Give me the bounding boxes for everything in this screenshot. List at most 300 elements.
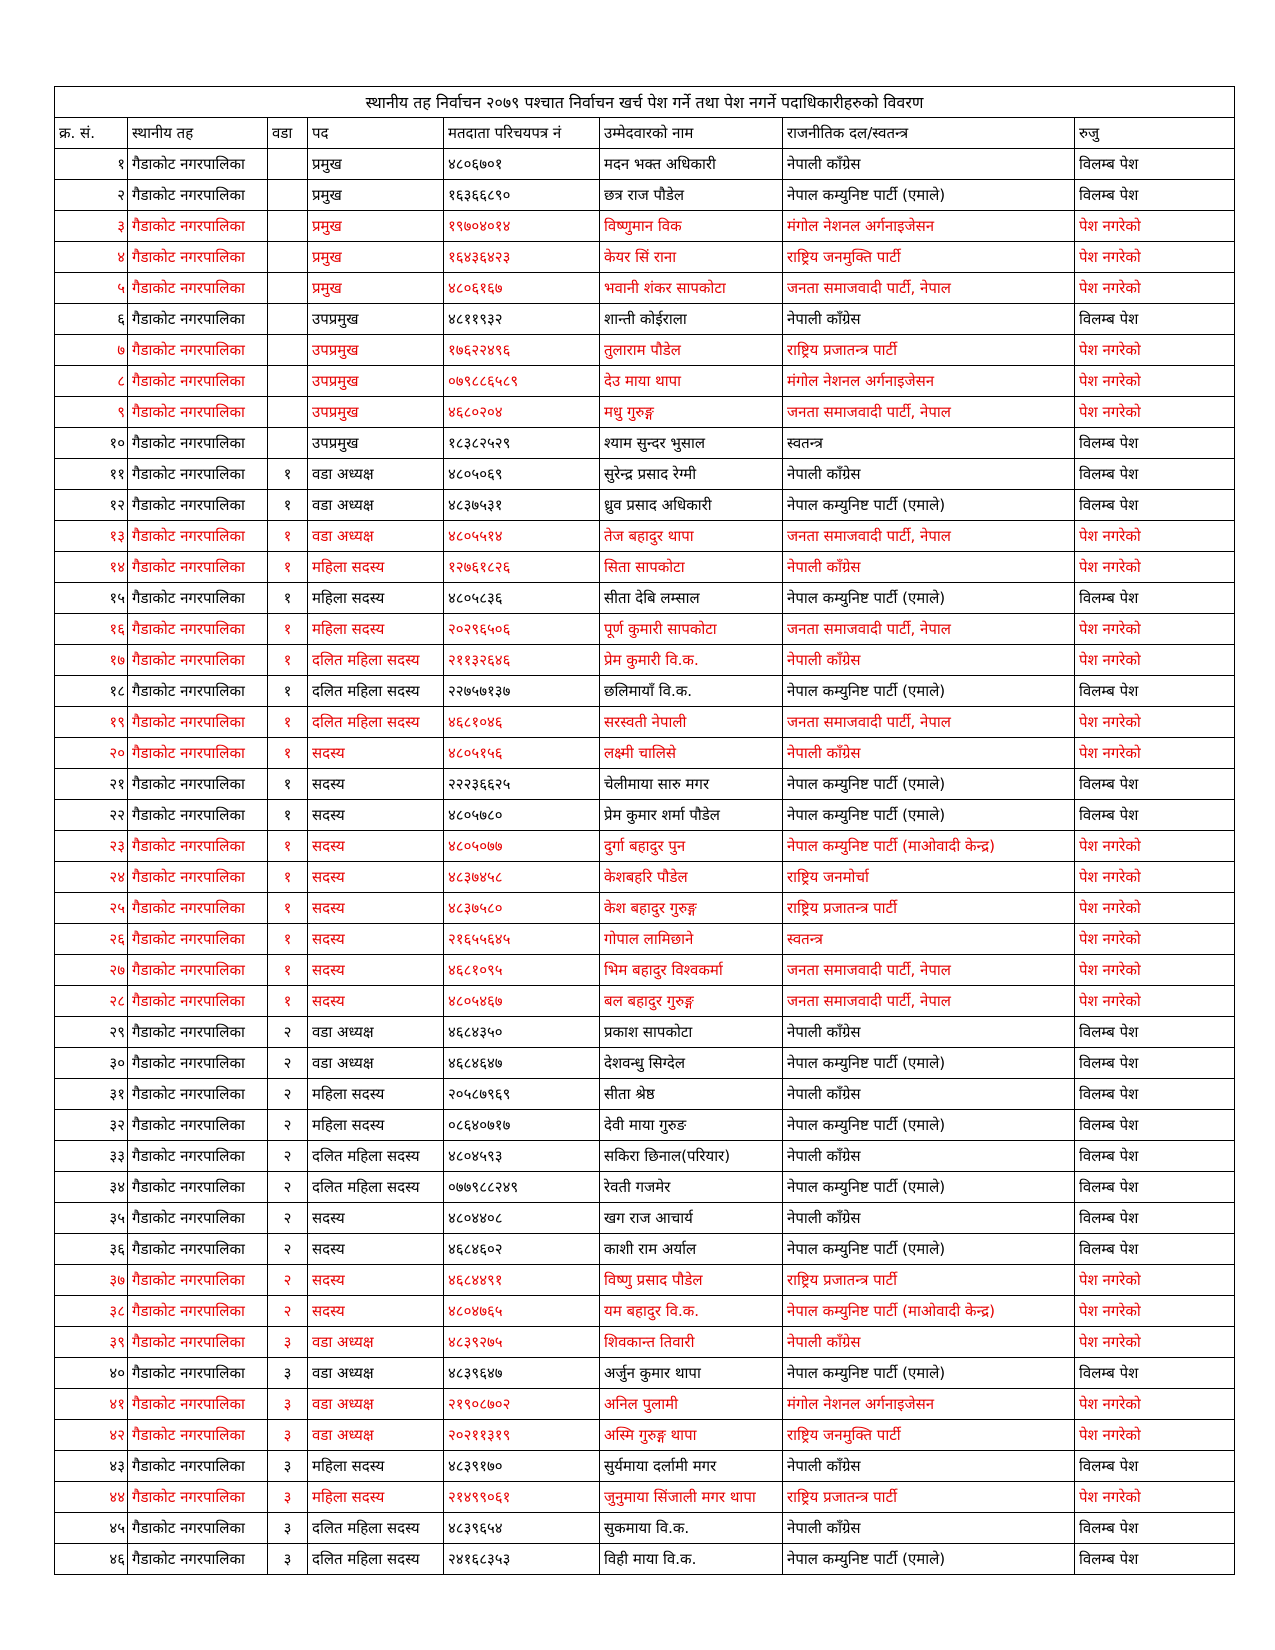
party-cell: राष्ट्रिय प्रजातन्त्र पार्टी [783, 335, 1075, 366]
candidate-name-cell: भिम बहादुर विश्वकर्मा [600, 955, 783, 986]
serial-cell: ३१ [55, 1079, 128, 1110]
local-level-cell: गैडाकोट नगरपालिका [128, 1327, 268, 1358]
post-cell: सदस्य [308, 800, 444, 831]
party-cell: जनता समाजवादी पार्टी, नेपाल [783, 614, 1075, 645]
status-cell: विलम्ब पेश [1075, 1544, 1235, 1575]
post-cell: दलित महिला सदस्य [308, 1513, 444, 1544]
status-cell: पेश नगरेको [1075, 1482, 1235, 1513]
header-post: पद [308, 118, 444, 149]
serial-cell: ४४ [55, 1482, 128, 1513]
party-cell: नेपाली काँग्रेस [783, 1451, 1075, 1482]
status-cell: पेश नगरेको [1075, 1420, 1235, 1451]
status-cell: विलम्ब पेश [1075, 180, 1235, 211]
ward-cell: १ [268, 707, 308, 738]
candidate-name-cell: विही माया वि.क. [600, 1544, 783, 1575]
ward-cell: १ [268, 583, 308, 614]
voter-id-cell: ४८३७४५८ [444, 862, 600, 893]
party-cell: जनता समाजवादी पार्टी, नेपाल [783, 955, 1075, 986]
local-level-cell: गैडाकोट नगरपालिका [128, 614, 268, 645]
table-row [55, 676, 1235, 707]
expense-report-table [54, 86, 1235, 1575]
ward-cell: ३ [268, 1327, 308, 1358]
post-cell: वडा अध्यक्ष [308, 1420, 444, 1451]
post-cell: प्रमुख [308, 211, 444, 242]
voter-id-cell: ०८६४०७१७ [444, 1110, 600, 1141]
table-row [55, 1451, 1235, 1482]
post-cell: प्रमुख [308, 273, 444, 304]
status-cell: पेश नगरेको [1075, 924, 1235, 955]
ward-cell: १ [268, 831, 308, 862]
voter-id-cell: २१६५५६४५ [444, 924, 600, 955]
table-row [55, 707, 1235, 738]
candidate-name-cell: काशी राम अर्याल [600, 1234, 783, 1265]
serial-cell: ३० [55, 1048, 128, 1079]
candidate-name-cell: तेज बहादुर थापा [600, 521, 783, 552]
candidate-name-cell: सीता देबि लम्साल [600, 583, 783, 614]
voter-id-cell: ४६८४६४७ [444, 1048, 600, 1079]
voter-id-cell: ४६८४३५० [444, 1017, 600, 1048]
candidate-name-cell: सुकमाया वि.क. [600, 1513, 783, 1544]
party-cell: जनता समाजवादी पार्टी, नेपाल [783, 273, 1075, 304]
local-level-cell: गैडाकोट नगरपालिका [128, 459, 268, 490]
post-cell: उपप्रमुख [308, 397, 444, 428]
serial-cell: ३६ [55, 1234, 128, 1265]
local-level-cell: गैडाकोट नगरपालिका [128, 707, 268, 738]
voter-id-cell: १७६२२४९६ [444, 335, 600, 366]
local-level-cell: गैडाकोट नगरपालिका [128, 397, 268, 428]
table-row [55, 1327, 1235, 1358]
party-cell: नेपाली काँग्रेस [783, 1513, 1075, 1544]
party-cell: नेपाली काँग्रेस [783, 304, 1075, 335]
candidate-name-cell: विष्णु प्रसाद पौडेल [600, 1265, 783, 1296]
serial-cell: २१ [55, 769, 128, 800]
voter-id-cell: १८३८२५२९ [444, 428, 600, 459]
candidate-name-cell: केश बहादुर गुरुङ्ग [600, 893, 783, 924]
voter-id-cell: २२२३६६२५ [444, 769, 600, 800]
post-cell: प्रमुख [308, 242, 444, 273]
status-cell: विलम्ब पेश [1075, 1172, 1235, 1203]
table-row [55, 769, 1235, 800]
serial-cell: ४१ [55, 1389, 128, 1420]
candidate-name-cell: शान्ती कोईराला [600, 304, 783, 335]
local-level-cell: गैडाकोट नगरपालिका [128, 1544, 268, 1575]
table-row [55, 1358, 1235, 1389]
serial-cell: २ [55, 180, 128, 211]
local-level-cell: गैडाकोट नगरपालिका [128, 1203, 268, 1234]
post-cell: उपप्रमुख [308, 335, 444, 366]
table-row [55, 149, 1235, 180]
status-cell: पेश नगरेको [1075, 1265, 1235, 1296]
table-row [55, 397, 1235, 428]
party-cell: राष्ट्रिय जनमुक्ति पार्टी [783, 1420, 1075, 1451]
party-cell: नेपाली काँग्रेस [783, 149, 1075, 180]
status-cell: पेश नगरेको [1075, 707, 1235, 738]
post-cell: महिला सदस्य [308, 552, 444, 583]
table-row [55, 1544, 1235, 1575]
header-voter-id: मतदाता परिचयपत्र नं [444, 118, 600, 149]
status-cell: विलम्ब पेश [1075, 428, 1235, 459]
table-row [55, 1048, 1235, 1079]
ward-cell: २ [268, 1172, 308, 1203]
table-row [55, 1141, 1235, 1172]
voter-id-cell: २१९०८७०२ [444, 1389, 600, 1420]
candidate-name-cell: केयर सिं राना [600, 242, 783, 273]
status-cell: विलम्ब पेश [1075, 459, 1235, 490]
table-row [55, 614, 1235, 645]
voter-id-cell: ४८०४७६५ [444, 1296, 600, 1327]
candidate-name-cell: यम बहादुर वि.क. [600, 1296, 783, 1327]
status-cell: पेश नगरेको [1075, 397, 1235, 428]
party-cell: स्वतन्त्र [783, 428, 1075, 459]
status-cell: पेश नगरेको [1075, 211, 1235, 242]
post-cell: सदस्य [308, 769, 444, 800]
local-level-cell: गैडाकोट नगरपालिका [128, 1110, 268, 1141]
table-row [55, 583, 1235, 614]
status-cell: विलम्ब पेश [1075, 769, 1235, 800]
candidate-name-cell: केशबहरि पौडेल [600, 862, 783, 893]
ward-cell [268, 428, 308, 459]
local-level-cell: गैडाकोट नगरपालिका [128, 1234, 268, 1265]
party-cell: नेपाल कम्युनिष्ट पार्टी (एमाले) [783, 676, 1075, 707]
table-row [55, 1172, 1235, 1203]
voter-id-cell: ४८०६१६७ [444, 273, 600, 304]
status-cell: विलम्ब पेश [1075, 149, 1235, 180]
post-cell: वडा अध्यक्ष [308, 490, 444, 521]
post-cell: दलित महिला सदस्य [308, 1544, 444, 1575]
voter-id-cell: ४८०४४०८ [444, 1203, 600, 1234]
candidate-name-cell: पूर्ण कुमारी सापकोटा [600, 614, 783, 645]
voter-id-cell: ०७९८८६५८९ [444, 366, 600, 397]
post-cell: उपप्रमुख [308, 366, 444, 397]
serial-cell: ४६ [55, 1544, 128, 1575]
candidate-name-cell: देशवन्धु सिग्देल [600, 1048, 783, 1079]
local-level-cell: गैडाकोट नगरपालिका [128, 1079, 268, 1110]
local-level-cell: गैडाकोट नगरपालिका [128, 552, 268, 583]
post-cell: दलित महिला सदस्य [308, 1172, 444, 1203]
party-cell: मंगोल नेशनल अर्गनाइजेसन [783, 366, 1075, 397]
local-level-cell: गैडाकोट नगरपालिका [128, 366, 268, 397]
party-cell: नेपाली काँग्रेस [783, 459, 1075, 490]
party-cell: नेपाल कम्युनिष्ट पार्टी (एमाले) [783, 1048, 1075, 1079]
post-cell: वडा अध्यक्ष [308, 1358, 444, 1389]
party-cell: नेपाली काँग्रेस [783, 645, 1075, 676]
candidate-name-cell: रेवती गजमेर [600, 1172, 783, 1203]
candidate-name-cell: शिवकान्त तिवारी [600, 1327, 783, 1358]
ward-cell: १ [268, 986, 308, 1017]
party-cell: नेपाल कम्युनिष्ट पार्टी (एमाले) [783, 180, 1075, 211]
local-level-cell: गैडाकोट नगरपालिका [128, 955, 268, 986]
party-cell: स्वतन्त्र [783, 924, 1075, 955]
status-cell: पेश नगरेको [1075, 645, 1235, 676]
serial-cell: ११ [55, 459, 128, 490]
candidate-name-cell: सीता श्रेष्ठ [600, 1079, 783, 1110]
status-cell: विलम्ब पेश [1075, 1079, 1235, 1110]
table-row [55, 1234, 1235, 1265]
table-row [55, 180, 1235, 211]
voter-id-cell: ४८३९१७० [444, 1451, 600, 1482]
post-cell: सदस्य [308, 1234, 444, 1265]
party-cell: मंगोल नेशनल अर्गनाइजेसन [783, 211, 1075, 242]
party-cell: राष्ट्रिय प्रजातन्त्र पार्टी [783, 1265, 1075, 1296]
table-row [55, 924, 1235, 955]
party-cell: नेपाल कम्युनिष्ट पार्टी (माओवादी केन्द्र) [783, 1296, 1075, 1327]
local-level-cell: गैडाकोट नगरपालिका [128, 521, 268, 552]
party-cell: नेपाली काँग्रेस [783, 1017, 1075, 1048]
voter-id-cell: ४८०५०७७ [444, 831, 600, 862]
status-cell: विलम्ब पेश [1075, 1203, 1235, 1234]
ward-cell: ३ [268, 1513, 308, 1544]
header-status: रुजु [1075, 118, 1235, 149]
serial-cell: ३७ [55, 1265, 128, 1296]
table-row [55, 242, 1235, 273]
local-level-cell: गैडाकोट नगरपालिका [128, 1451, 268, 1482]
ward-cell: १ [268, 769, 308, 800]
table-row [55, 955, 1235, 986]
post-cell: सदस्य [308, 862, 444, 893]
local-level-cell: गैडाकोट नगरपालिका [128, 1172, 268, 1203]
table-row [55, 273, 1235, 304]
post-cell: दलित महिला सदस्य [308, 676, 444, 707]
post-cell: सदस्य [308, 1265, 444, 1296]
candidate-name-cell: लक्ष्मी चालिसे [600, 738, 783, 769]
party-cell: नेपाल कम्युनिष्ट पार्टी (एमाले) [783, 1234, 1075, 1265]
table-row [55, 1079, 1235, 1110]
table-row [55, 738, 1235, 769]
serial-cell: २० [55, 738, 128, 769]
post-cell: वडा अध्यक्ष [308, 1048, 444, 1079]
table-row [55, 1482, 1235, 1513]
serial-cell: ३५ [55, 1203, 128, 1234]
voter-id-cell: ०७७९८८२४९ [444, 1172, 600, 1203]
ward-cell: १ [268, 676, 308, 707]
candidate-name-cell: सकिरा छिनाल(परियार) [600, 1141, 783, 1172]
status-cell: पेश नगरेको [1075, 831, 1235, 862]
party-cell: जनता समाजवादी पार्टी, नेपाल [783, 986, 1075, 1017]
ward-cell: २ [268, 1234, 308, 1265]
serial-cell: ३९ [55, 1327, 128, 1358]
local-level-cell: गैडाकोट नगरपालिका [128, 149, 268, 180]
local-level-cell: गैडाकोट नगरपालिका [128, 862, 268, 893]
local-level-cell: गैडाकोट नगरपालिका [128, 986, 268, 1017]
header-local-level: स्थानीय तह [128, 118, 268, 149]
ward-cell: ३ [268, 1451, 308, 1482]
local-level-cell: गैडाकोट नगरपालिका [128, 893, 268, 924]
local-level-cell: गैडाकोट नगरपालिका [128, 1141, 268, 1172]
ward-cell: २ [268, 1265, 308, 1296]
candidate-name-cell: विष्णुमान विक [600, 211, 783, 242]
local-level-cell: गैडाकोट नगरपालिका [128, 738, 268, 769]
table-row [55, 211, 1235, 242]
ward-cell: २ [268, 1110, 308, 1141]
party-cell: नेपाल कम्युनिष्ट पार्टी (एमाले) [783, 1172, 1075, 1203]
status-cell: पेश नगरेको [1075, 986, 1235, 1017]
party-cell: नेपाली काँग्रेस [783, 738, 1075, 769]
table-row [55, 862, 1235, 893]
party-cell: नेपाल कम्युनिष्ट पार्टी (एमाले) [783, 769, 1075, 800]
post-cell: महिला सदस्य [308, 1451, 444, 1482]
voter-id-cell: २०२९६५०६ [444, 614, 600, 645]
status-cell: विलम्ब पेश [1075, 1234, 1235, 1265]
serial-cell: ३३ [55, 1141, 128, 1172]
local-level-cell: गैडाकोट नगरपालिका [128, 1296, 268, 1327]
party-cell: मंगोल नेशनल अर्गनाइजेसन [783, 1389, 1075, 1420]
candidate-name-cell: मधु गुरुङ्ग [600, 397, 783, 428]
status-cell: विलम्ब पेश [1075, 800, 1235, 831]
table-row [55, 1110, 1235, 1141]
status-cell: विलम्ब पेश [1075, 676, 1235, 707]
table-row [55, 831, 1235, 862]
ward-cell [268, 211, 308, 242]
serial-cell: १६ [55, 614, 128, 645]
local-level-cell: गैडाकोट नगरपालिका [128, 273, 268, 304]
status-cell: पेश नगरेको [1075, 614, 1235, 645]
ward-cell [268, 397, 308, 428]
status-cell: विलम्ब पेश [1075, 1358, 1235, 1389]
ward-cell: १ [268, 800, 308, 831]
local-level-cell: गैडाकोट नगरपालिका [128, 211, 268, 242]
local-level-cell: गैडाकोट नगरपालिका [128, 1048, 268, 1079]
voter-id-cell: ४८०५०६९ [444, 459, 600, 490]
candidate-name-cell: गोपाल लामिछाने [600, 924, 783, 955]
local-level-cell: गैडाकोट नगरपालिका [128, 924, 268, 955]
post-cell: प्रमुख [308, 149, 444, 180]
party-cell: जनता समाजवादी पार्टी, नेपाल [783, 521, 1075, 552]
serial-cell: १७ [55, 645, 128, 676]
local-level-cell: गैडाकोट नगरपालिका [128, 769, 268, 800]
ward-cell: १ [268, 521, 308, 552]
header-candidate-name: उम्मेदवारको नाम [600, 118, 783, 149]
post-cell: सदस्य [308, 986, 444, 1017]
party-cell: नेपाली काँग्रेस [783, 1141, 1075, 1172]
local-level-cell: गैडाकोट नगरपालिका [128, 831, 268, 862]
voter-id-cell: ४८३७५३१ [444, 490, 600, 521]
serial-cell: १२ [55, 490, 128, 521]
candidate-name-cell: प्रकाश सापकोटा [600, 1017, 783, 1048]
ward-cell: १ [268, 924, 308, 955]
voter-id-cell: २११३२६४६ [444, 645, 600, 676]
status-cell: पेश नगरेको [1075, 1327, 1235, 1358]
ward-cell: ३ [268, 1358, 308, 1389]
serial-cell: २९ [55, 1017, 128, 1048]
candidate-name-cell: अर्जुन कुमार थापा [600, 1358, 783, 1389]
local-level-cell: गैडाकोट नगरपालिका [128, 1513, 268, 1544]
candidate-name-cell: बल बहादुर गुरुङ्ग [600, 986, 783, 1017]
status-cell: विलम्ब पेश [1075, 1110, 1235, 1141]
ward-cell: १ [268, 862, 308, 893]
header-row [55, 118, 1235, 149]
header-ward: वडा [268, 118, 308, 149]
candidate-name-cell: ध्रुव प्रसाद अधिकारी [600, 490, 783, 521]
voter-id-cell: २०५८७९६९ [444, 1079, 600, 1110]
party-cell: नेपाल कम्युनिष्ट पार्टी (एमाले) [783, 1358, 1075, 1389]
voter-id-cell: ४८३९२७५ [444, 1327, 600, 1358]
candidate-name-cell: सुरेन्द्र प्रसाद रेग्मी [600, 459, 783, 490]
status-cell: विलम्ब पेश [1075, 1048, 1235, 1079]
party-cell: नेपाली काँग्रेस [783, 1327, 1075, 1358]
serial-cell: १० [55, 428, 128, 459]
table-row [55, 986, 1235, 1017]
local-level-cell: गैडाकोट नगरपालिका [128, 1420, 268, 1451]
ward-cell: १ [268, 614, 308, 645]
ward-cell [268, 304, 308, 335]
serial-cell: ४३ [55, 1451, 128, 1482]
voter-id-cell: ४८०६७०१ [444, 149, 600, 180]
voter-id-cell: ४६८१०४६ [444, 707, 600, 738]
voter-id-cell: ४६८४६०२ [444, 1234, 600, 1265]
local-level-cell: गैडाकोट नगरपालिका [128, 1017, 268, 1048]
status-cell: विलम्ब पेश [1075, 1017, 1235, 1048]
post-cell: दलित महिला सदस्य [308, 707, 444, 738]
post-cell: महिला सदस्य [308, 1079, 444, 1110]
ward-cell [268, 180, 308, 211]
table-row [55, 1296, 1235, 1327]
table-row [55, 428, 1235, 459]
voter-id-cell: ४८०५८३६ [444, 583, 600, 614]
post-cell: महिला सदस्य [308, 1110, 444, 1141]
ward-cell [268, 366, 308, 397]
candidate-name-cell: प्रेम कुमारी वि.क. [600, 645, 783, 676]
ward-cell: १ [268, 893, 308, 924]
status-cell: विलम्ब पेश [1075, 1451, 1235, 1482]
table-row [55, 552, 1235, 583]
party-cell: नेपाल कम्युनिष्ट पार्टी (एमाले) [783, 800, 1075, 831]
candidate-name-cell: खग राज आचार्य [600, 1203, 783, 1234]
table-row [55, 1265, 1235, 1296]
status-cell: पेश नगरेको [1075, 1389, 1235, 1420]
status-cell: पेश नगरेको [1075, 366, 1235, 397]
status-cell: पेश नगरेको [1075, 273, 1235, 304]
table-row [55, 304, 1235, 335]
voter-id-cell: ४८३९६४७ [444, 1358, 600, 1389]
serial-cell: १४ [55, 552, 128, 583]
status-cell: पेश नगरेको [1075, 955, 1235, 986]
status-cell: पेश नगरेको [1075, 242, 1235, 273]
candidate-name-cell: जुनुमाया सिंजाली मगर थापा [600, 1482, 783, 1513]
ward-cell: ३ [268, 1482, 308, 1513]
table-row [55, 893, 1235, 924]
party-cell: राष्ट्रिय जनमुक्ति पार्टी [783, 242, 1075, 273]
candidate-name-cell: सुर्यमाया दर्लामी मगर [600, 1451, 783, 1482]
table-row [55, 490, 1235, 521]
serial-cell: १८ [55, 676, 128, 707]
table-row [55, 521, 1235, 552]
party-cell: नेपाली काँग्रेस [783, 1203, 1075, 1234]
post-cell: सदस्य [308, 893, 444, 924]
serial-cell: १ [55, 149, 128, 180]
post-cell: महिला सदस्य [308, 583, 444, 614]
local-level-cell: गैडाकोट नगरपालिका [128, 1482, 268, 1513]
table-row [55, 1389, 1235, 1420]
serial-cell: ४२ [55, 1420, 128, 1451]
candidate-name-cell: छत्र राज पौडेल [600, 180, 783, 211]
party-cell: राष्ट्रिय जनमोर्चा [783, 862, 1075, 893]
voter-id-cell: ४८०५५१४ [444, 521, 600, 552]
party-cell: राष्ट्रिय प्रजातन्त्र पार्टी [783, 893, 1075, 924]
post-cell: वडा अध्यक्ष [308, 1389, 444, 1420]
post-cell: महिला सदस्य [308, 1482, 444, 1513]
candidate-name-cell: देवी माया गुरुङ [600, 1110, 783, 1141]
ward-cell [268, 335, 308, 366]
post-cell: सदस्य [308, 1203, 444, 1234]
party-cell: नेपाल कम्युनिष्ट पार्टी (माओवादी केन्द्र) [783, 831, 1075, 862]
serial-cell: २८ [55, 986, 128, 1017]
post-cell: उपप्रमुख [308, 304, 444, 335]
serial-cell: ६ [55, 304, 128, 335]
voter-id-cell: ४८३९६५४ [444, 1513, 600, 1544]
voter-id-cell: २२७५७१३७ [444, 676, 600, 707]
ward-cell: १ [268, 490, 308, 521]
ward-cell: २ [268, 1017, 308, 1048]
